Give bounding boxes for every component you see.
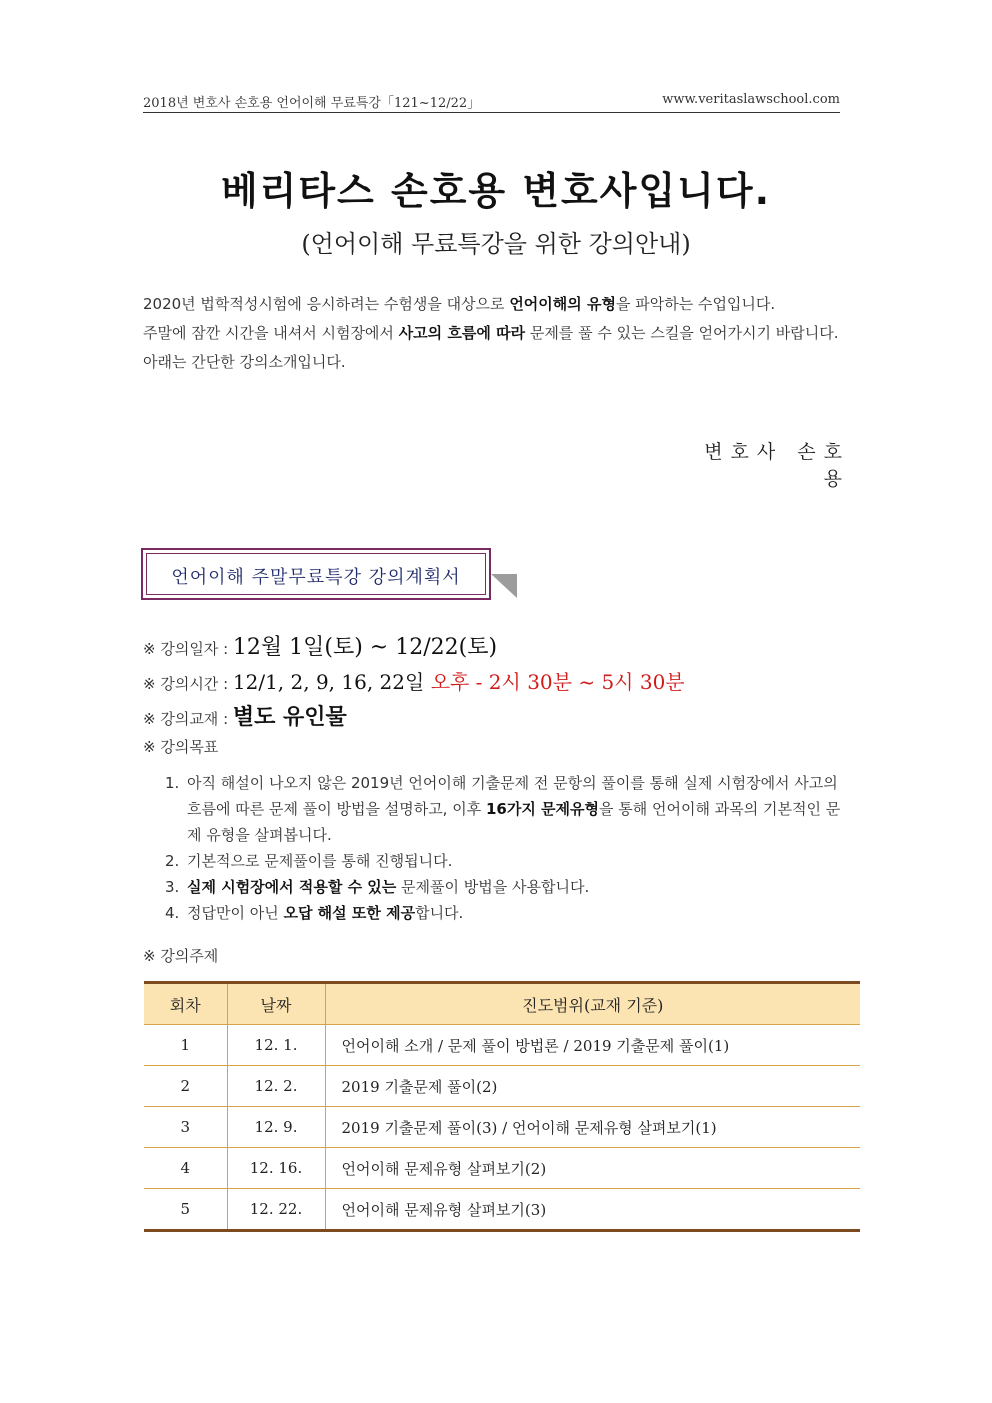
goal-1-text-c: 을 통해 언어이해 과목의 기본적인 문제 유형을 살펴봅니다. [187, 800, 841, 844]
signature: 변호사 손호용 [704, 441, 850, 490]
info-goal [143, 736, 218, 757]
cell-range: 언어이해 소개 / 문제 풀이 방법론 / 2019 기출문제 풀이(1) [325, 1025, 860, 1066]
intro-paragraph-3: 아래는 간단한 강의소개입니다. [143, 353, 346, 371]
intro-paragraph-2 [143, 319, 853, 348]
goal-number: 3. [165, 878, 180, 896]
page-title: 베리타스 손호용 변호사입니다. [220, 169, 772, 213]
cell-date: 12. 1. [227, 1025, 325, 1066]
cell-session: 2 [144, 1066, 227, 1107]
goal-4-text-c: 합니다. [415, 904, 464, 922]
info-date [143, 630, 497, 661]
goal-4-text-a: 정답만이 아닌 [187, 904, 284, 922]
goal-number: 1. [165, 774, 180, 792]
table-row [144, 1148, 860, 1189]
goal-number: 4. [165, 904, 180, 922]
cell-range: 2019 기출문제 풀이(2) [325, 1066, 860, 1107]
cell-date: 12. 22. [227, 1189, 325, 1231]
intro-p2-a: 주말에 잠깐 시간을 내셔서 시험장에서 [143, 324, 399, 342]
goal-3-text: 문제풀이 방법을 사용합니다. [396, 878, 590, 896]
info-book [143, 700, 347, 731]
cell-range: 언어이해 문제유형 살펴보기(3) [341, 1200, 547, 1219]
cell-date: 12. 9. [227, 1107, 325, 1148]
intro-p1-a: 2020년 법학적성시험에 응시하려는 수험생을 대상으로 [143, 295, 510, 313]
info-book-value: 별도 유인물 [232, 704, 347, 730]
plan-title: 언어이해 주말무료특강 강의계획서 [171, 567, 461, 588]
goal-2-text: 기본적으로 문제풀이를 통해 진행됩니다. [187, 852, 453, 870]
cell-session: 4 [144, 1148, 227, 1189]
cell-range: 언어이해 문제유형 살펴보기(2) [325, 1148, 860, 1189]
info-date-key: ※ 강의일자 : [143, 640, 233, 658]
goal-4-bold: 오답 해설 또한 제공 [283, 904, 416, 922]
goal-3-bold: 실제 시험장에서 적용할 수 있는 [187, 878, 397, 896]
table-row [144, 1107, 860, 1148]
cell-session: 5 [144, 1189, 227, 1231]
info-time-value: 12/1, 2, 9, 16, 22일 [232, 670, 431, 694]
header-course-title: 2018년 변호사 손호용 언어이해 무료특강「121~12/22」 [143, 96, 481, 111]
cell-date: 12. 16. [227, 1148, 325, 1189]
intro-p2-c: 문제를 풀 수 있는 스킬을 얻어가시기 바랍니다. [525, 324, 839, 342]
intro-p1-bold: 언어이해의 유형 [509, 295, 616, 313]
intro-text [143, 290, 853, 377]
info-time-key: ※ 강의시간 : [143, 675, 233, 693]
info-goal-key: ※ 강의목표 [143, 738, 219, 756]
cell-session: 1 [144, 1025, 227, 1066]
header-website: www.veritaslawschool.com [662, 92, 840, 107]
goal-1-bold: 16가지 문제유형 [485, 800, 600, 818]
page-header [143, 92, 840, 113]
info-time [143, 666, 685, 695]
header-range: 진도범위(교재 기준) [325, 983, 860, 1025]
plan-title-box [141, 548, 491, 600]
goals-list [165, 770, 853, 926]
table-header-row [144, 983, 860, 1025]
goal-number: 2. [165, 852, 180, 870]
goal-item-1 [165, 770, 853, 848]
cell-session: 3 [144, 1107, 227, 1148]
table-row [144, 1025, 860, 1066]
info-time-highlight: 오후 - 2시 30분 ~ 5시 30분 [430, 670, 685, 694]
plan-box-shadow [491, 574, 517, 598]
header-session: 회차 [144, 983, 227, 1025]
info-book-key: ※ 강의교재 : [143, 710, 233, 728]
intro-p1-c: 을 파악하는 수업입니다. [615, 295, 776, 313]
header-date: 날짜 [227, 983, 325, 1025]
schedule-table [144, 981, 860, 1232]
topic-label: ※ 강의주제 [143, 947, 219, 965]
goal-item-3 [165, 874, 853, 900]
table-row [144, 1189, 860, 1231]
goal-1-text-a: 아직 해설이 나오지 않은 2019년 언어이해 기출문제 전 문항의 풀이를 통해 실제 시험장에서 사고의 흐름에 따른 문제 풀이 방법을 설명하고, 이후 [187, 774, 838, 818]
goal-item-4 [165, 900, 853, 926]
page-subtitle: (언어이해 무료특강을 위한 강의안내) [301, 230, 691, 258]
cell-range: 2019 기출문제 풀이(3) / 언어이해 문제유형 살펴보기(1) [325, 1107, 860, 1148]
intro-p2-bold: 사고의 흐름에 따라 [398, 324, 526, 342]
cell-date: 12. 2. [227, 1066, 325, 1107]
info-date-value: 12월 1일(토) ~ 12/22(토) [232, 635, 498, 660]
table-row [144, 1066, 860, 1107]
goal-item-2 [165, 848, 853, 874]
intro-paragraph-1 [143, 290, 853, 319]
